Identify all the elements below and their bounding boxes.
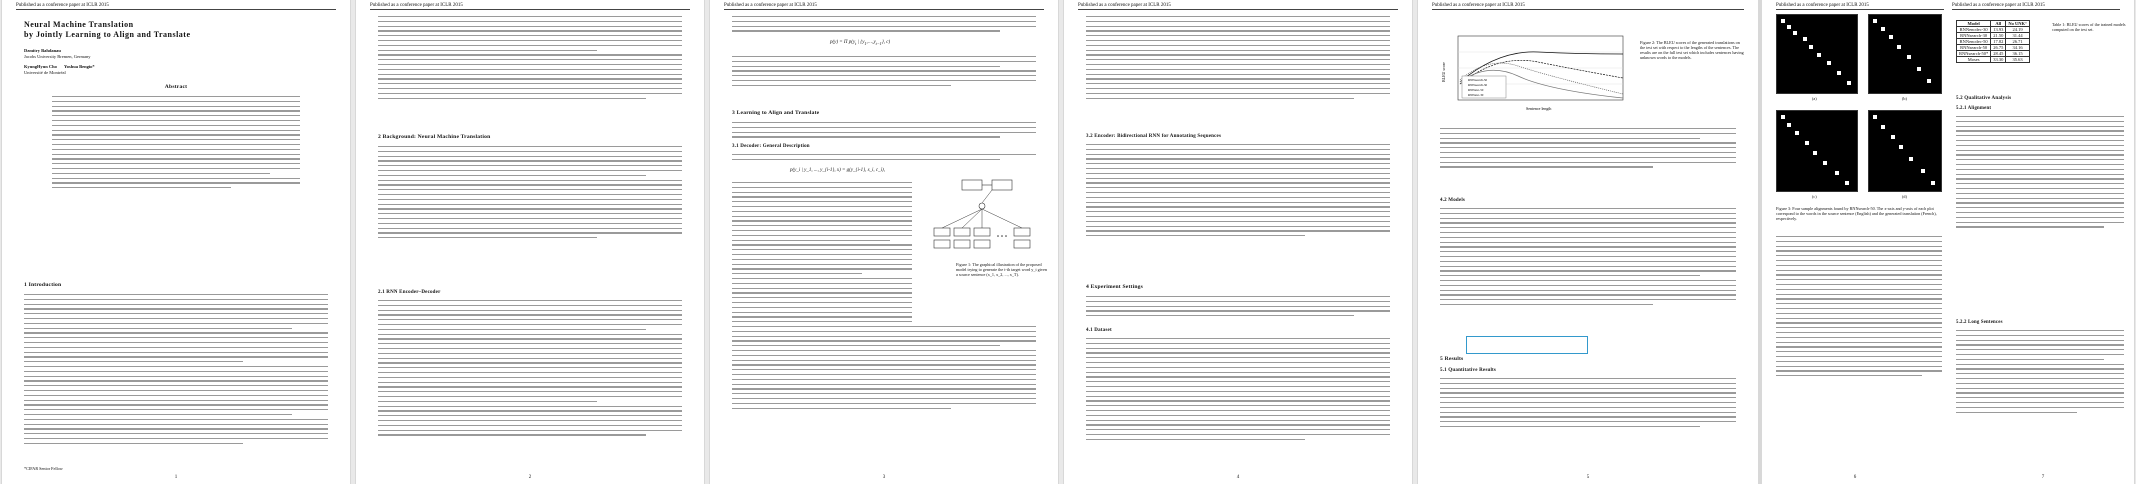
table-cell: RNNsearch-50 xyxy=(1957,45,1991,51)
body-text xyxy=(1086,16,1390,102)
figure-3-caption: Figure 3: Four sample alignments found by RNNsearch-50. The x-axis and y-axis of each plot correspond to the words in the source sentence (English) and the generated translation (French), respectively. xyxy=(1776,206,1937,221)
table-header-cell: All xyxy=(1991,21,2006,27)
body-text xyxy=(1776,236,1942,380)
table-cell: 36.15 xyxy=(2006,51,2029,57)
table-cell: 34.16 xyxy=(2006,45,2029,51)
x-axis-label: Sentence length xyxy=(1526,106,1552,111)
author-2: KyungHyun Cho xyxy=(24,64,57,69)
equation: p(y_i | y_1, ..., y_{i-1}, x) = g(y_{i-1}, s_i, c_i), xyxy=(790,168,885,173)
table-cell: RNNencdec-50 xyxy=(1957,39,1991,45)
page-header: Published as a conference paper at ICLR 2015 xyxy=(1078,3,1398,10)
body-text xyxy=(1086,338,1390,444)
page-number: 5 xyxy=(1586,475,1590,480)
body-text xyxy=(378,146,682,242)
panel-c-label: (c) xyxy=(1812,194,1817,199)
abstract-text xyxy=(52,96,300,192)
abstract-heading: Abstract xyxy=(164,84,188,90)
paper-title-line1: Neural Machine Translation xyxy=(24,20,134,29)
y-axis-label: BLEU score xyxy=(1441,62,1446,82)
alignment-heatmap-d xyxy=(1868,110,1942,192)
legend-item: RNNenc-30 xyxy=(1468,93,1484,97)
table-header-cell: Model xyxy=(1957,21,1991,27)
body-text xyxy=(1956,330,2124,416)
page-number: 4 xyxy=(1236,475,1240,480)
intro-text xyxy=(24,294,328,448)
author-3: Yoshua Bengio* xyxy=(64,64,95,69)
table-row xyxy=(1957,27,2030,33)
intro-heading: 1 Introduction xyxy=(24,282,62,288)
alignment-heatmap-a xyxy=(1776,14,1858,94)
table-cell: 31.44 xyxy=(2006,33,2029,39)
table-header-cell: No UNK° xyxy=(2006,21,2029,27)
page-header: Published as a conference paper at ICLR 2015 xyxy=(724,3,1044,10)
table-row xyxy=(1957,45,2030,51)
table-cell: Moses xyxy=(1957,57,1991,63)
page-header: Published as a conference paper at ICLR 2015 xyxy=(16,3,336,10)
body-text xyxy=(1086,144,1390,240)
section-3-2-heading: 3.2 Encoder: Bidirectional RNN for Annotating Sequences xyxy=(1086,134,1222,139)
table-cell: 13.93 xyxy=(1991,27,2006,33)
section-5-2-2-heading: 5.2.2 Long Sentences xyxy=(1956,320,2003,325)
section-5-heading: 5 Results xyxy=(1440,356,1464,362)
legend-item: RNNsearch-50 xyxy=(1468,78,1488,82)
table-cell: RNNencdec-30 xyxy=(1957,27,1991,33)
panel-d-label: (d) xyxy=(1902,194,1907,199)
table-row xyxy=(1957,57,2030,63)
page-5 xyxy=(1418,0,1758,484)
section-5-2-heading: 5.2 Qualitative Analysis xyxy=(1956,96,2012,101)
table-cell: 33.30 xyxy=(1991,57,2006,63)
page-1 xyxy=(2,0,350,484)
section-3-heading: 3 Learning to Align and Translate xyxy=(732,110,820,116)
page-number: 1 xyxy=(174,475,178,480)
page-number: 7 xyxy=(2041,475,2045,480)
page-header: Published as a conference paper at ICLR 2015 xyxy=(1776,3,1944,10)
body-text xyxy=(732,56,1036,90)
table-cell: 28.45 xyxy=(1991,51,2006,57)
page-header: Published as a conference paper at ICLR 2015 xyxy=(1952,3,2120,10)
page-3 xyxy=(710,0,1058,484)
table-cell: RNNsearch-30 xyxy=(1957,33,1991,39)
author-1: Dzmitry Bahdanau xyxy=(24,48,61,53)
table-row xyxy=(1957,51,2030,57)
page-number: 3 xyxy=(882,475,886,480)
results-table xyxy=(1956,20,2030,63)
section-4-2-heading: 4.2 Models xyxy=(1440,198,1466,203)
body-text xyxy=(732,122,1036,141)
table-cell: 24.19 xyxy=(2006,27,2029,33)
legend-item: RNNsearch-30 xyxy=(1468,83,1488,87)
body-text xyxy=(732,154,1036,164)
table-cell: RNNsearch-50* xyxy=(1957,51,1991,57)
alignment-heatmap-c xyxy=(1776,110,1858,192)
figure-2-caption: Figure 2: The BLEU scores of the generated translations on the test set with respect to the lengths of the sentences. The results are on the full test set which includes sentences having unknown words to the models. xyxy=(1640,40,1744,60)
section-5-1-heading: 5.1 Quantitative Results xyxy=(1440,368,1497,373)
figure-1-caption: Figure 1: The graphical illustration of the proposed model trying to generate the t-th target word y_t given a source sentence (x_1, x_2, ..., x_T). xyxy=(956,262,1047,277)
section-2-heading: 2 Background: Neural Machine Translation xyxy=(378,134,491,140)
body-text xyxy=(1440,128,1736,171)
section-2-1-heading: 2.1 RNN Encoder–Decoder xyxy=(378,290,441,295)
body-text xyxy=(1956,116,2124,231)
section-4-1-heading: 4.1 Dataset xyxy=(1086,328,1112,333)
figure-2-bleu-plot xyxy=(1438,32,1628,114)
affiliation-1: Jacobs University Bremen, Germany xyxy=(24,54,91,59)
footnote: *CIFAR Senior Fellow xyxy=(24,466,63,471)
page-4 xyxy=(1064,0,1412,484)
table-cell: 17.82 xyxy=(1991,39,2006,45)
body-text xyxy=(732,326,1036,412)
table-cell: 26.75 xyxy=(1991,45,2006,51)
body-text xyxy=(1086,296,1390,320)
table-cell: 35.63 xyxy=(2006,57,2029,63)
panel-a-label: (a) xyxy=(1812,96,1817,101)
body-text xyxy=(378,16,682,102)
section-3-1-heading: 3.1 Decoder: General Description xyxy=(732,144,810,149)
table-row xyxy=(1957,33,2030,39)
page-2 xyxy=(356,0,704,484)
figure-1-diagram xyxy=(922,178,1044,258)
equation: p(y) = Π $p(y_t$ | $\{y_1,\dots,y_{t-1}\}$, c) xyxy=(830,40,891,46)
table-cell: 21.50 xyxy=(1991,33,2006,39)
section-5-2-1-heading: 5.2.1 Alignment xyxy=(1956,106,1992,111)
panel-b-label: (b) xyxy=(1902,96,1907,101)
page-6-and-7 xyxy=(1762,0,2134,484)
page-header: Published as a conference paper at ICLR 2015 xyxy=(370,3,690,10)
section-4-heading: 4 Experiment Settings xyxy=(1086,284,1144,290)
page-header: Published as a conference paper at ICLR 2015 xyxy=(1432,3,1744,10)
table-1-caption: Table 1: BLEU scores of the trained models computed on the test set. xyxy=(2052,22,2126,32)
body-text xyxy=(732,16,1036,35)
page-number: 2 xyxy=(528,475,532,480)
alignment-heatmap-b xyxy=(1868,14,1942,94)
legend-item: RNNenc-50 xyxy=(1468,88,1484,92)
body-text xyxy=(378,300,682,439)
footnote-url-box xyxy=(1466,336,1588,354)
affiliation-2: Université de Montréal xyxy=(24,70,66,75)
paper-title-line2: by Jointly Learning to Align and Translate xyxy=(24,30,191,39)
table-row xyxy=(1957,39,2030,45)
table-cell: 26.71 xyxy=(2006,39,2029,45)
body-text xyxy=(1440,378,1736,431)
body-text xyxy=(1440,208,1736,309)
page-number: 6 xyxy=(1853,475,1857,480)
